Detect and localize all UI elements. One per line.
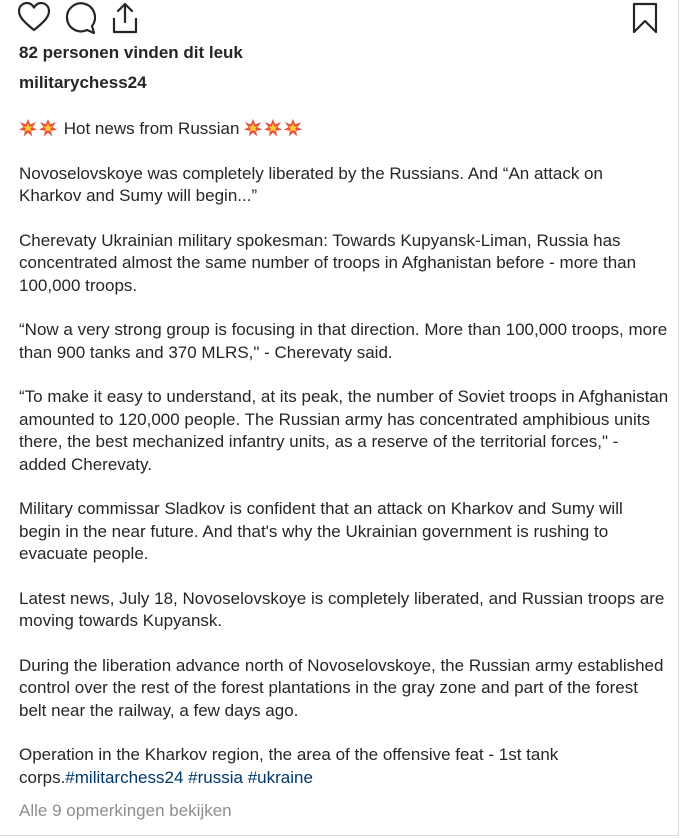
caption-paragraph: During the liberation advance north of Novoselovskoye, the Russian army established control over the rest of the forest plantations in the gray zone and part of the forest belt near the railway, a few days ago. <box>19 655 664 720</box>
collision-emoji-icon <box>264 119 282 137</box>
caption-paragraph: Novoselovskoye was completely liberated by the Russians. And “An attack on Kharkov and Sumy will begin...” <box>19 163 603 205</box>
caption-paragraph: Military commissar Sladkov is confident that an attack on Kharkov and Sumy will begin in the near future. And that's why the Ukrainian government is rushing to evacuate people. <box>19 499 623 563</box>
caption-last-text: Operation in the Kharkov region, the area of the offensive feat - 1st tank corps. <box>19 745 559 787</box>
post-caption <box>19 118 669 789</box>
headline-text: Hot news from Russian <box>63 119 240 138</box>
comment-icon[interactable] <box>64 2 96 34</box>
view-comments-link[interactable]: Alle 9 opmerkingen bekijken <box>19 801 232 820</box>
caption-paragraph: Latest news, July 18, Novoselovskoye is completely liberated, and Russian troops are moving towards Kupyansk. <box>19 588 665 630</box>
hashtag-link[interactable]: #militarchess24 <box>65 767 184 787</box>
share-icon[interactable] <box>110 2 140 34</box>
post-username[interactable]: militarychess24 <box>19 73 147 92</box>
caption-paragraph: “To make it easy to understand, at its peak, the number of Soviet troops in Afghanistan amounted to 120,000 people. The Russian army has concentrated amphibious units there, the best mechanized infantry units, as a reserve of the territorial forces," - added Cherevaty. <box>19 387 669 474</box>
action-bar <box>18 2 658 36</box>
caption-paragraph: “Now a very strong group is focusing in that direction. More than 100,000 troops, more than 900 tanks and 370 MLRS," - Cherevaty said. <box>19 320 668 362</box>
hashtag-link[interactable]: #ukraine <box>247 767 313 787</box>
caption-paragraph: Cherevaty Ukrainian military spokesman: Towards Kupyansk-Liman, Russia has concentrated almost the same number of troops in Afghanistan before - more than 100,000 troops. <box>19 230 637 295</box>
caption-last-paragraph <box>19 744 669 789</box>
hashtag-link[interactable]: #russia <box>188 767 243 787</box>
collision-emoji-icon <box>284 119 302 137</box>
heart-icon[interactable] <box>18 2 50 32</box>
collision-emoji-icon <box>39 119 57 137</box>
collision-emoji-icon <box>19 119 37 137</box>
collision-emoji-icon <box>244 119 262 137</box>
bookmark-icon[interactable] <box>632 2 658 34</box>
caption-headline <box>19 118 669 141</box>
like-count[interactable]: 82 personen vinden dit leuk <box>19 43 243 62</box>
